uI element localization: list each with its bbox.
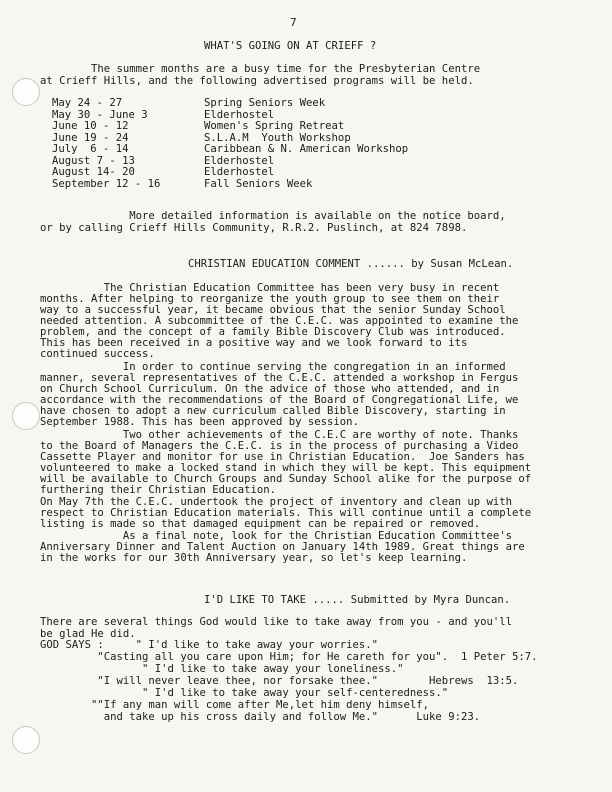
schedule-date: September 12 - 16 <box>52 177 161 190</box>
verse-line: "Casting all you care upon Him; for He careth for you". 1 Peter 5:7. <box>40 651 538 663</box>
body-line: accordance with the recommendations of the Board of Congregational Life, we <box>40 394 519 406</box>
verse-line: be glad He did. <box>40 628 136 640</box>
body-line: have chosen to adopt a new curriculum called Bible Discovery, starting in <box>40 405 506 417</box>
schedule-date: August 14- 20 <box>52 166 135 178</box>
schedule-event: Elderhostel <box>204 108 275 121</box>
section-title-id-like-to-take: I'D LIKE TO TAKE ..... Submitted by Myra Duncan. <box>204 594 511 606</box>
outro-line: More detailed information is available on the notice board, <box>40 210 506 222</box>
body-line: September 1988. This has been approved by session. <box>40 416 359 428</box>
body-line: In order to continue serving the congregation in an informed <box>40 361 506 373</box>
schedule-event: Elderhostel <box>204 166 275 178</box>
intro-line: at Crieff Hills, and the following advertised programs will be held. <box>40 75 474 87</box>
body-line: As a final note, look for the Christian Education Committee's <box>40 530 512 542</box>
schedule-date: June 19 - 24 <box>52 131 129 144</box>
verse-line: There are several things God would like to take away from you - and you'll <box>40 616 512 628</box>
section-title-crieff: WHAT'S GOING ON AT CRIEFF ? <box>204 40 377 52</box>
verse-line: " I'd like to take away your self-centeredness." <box>40 687 449 699</box>
schedule-event: Elderhostel <box>204 154 275 167</box>
verse-line: "I will never leave thee, nor forsake thee." Hebrews 13:5. <box>40 675 519 687</box>
body-line: furthering their Christian Education. <box>40 484 276 496</box>
body-line: Cassette Player and monitor for use in Christian Education. Joe Sanders has <box>40 451 525 463</box>
schedule-date: May 30 - June 3 <box>52 108 148 121</box>
body-line: to the Board of Managers the C.E.C. is in the process of purchasing a Video <box>40 440 519 452</box>
body-line: listing is made so that damaged equipment can be repaired or removed. <box>40 518 481 530</box>
body-line: will be available to Church Groups and Sunday School alike for the purpose of <box>40 473 532 485</box>
punch-hole <box>12 78 40 106</box>
schedule-event: Spring Seniors Week <box>204 97 326 109</box>
outro-line: or by calling Crieff Hills Community, R.R.2. Puslinch, at 824 7898. <box>40 222 468 234</box>
body-line: months. After helping to reorganize the youth group to see them on their <box>40 293 500 305</box>
page-number: 7 <box>290 16 297 29</box>
body-line: on Church School Curriculum. On the advice of those who attended, and in <box>40 383 500 395</box>
body-line: The Christian Education Committee has been very busy in recent <box>40 282 500 294</box>
schedule-date: July 6 - 14 <box>52 143 129 155</box>
body-line: manner, several representatives of the C.E.C. attended a workshop in Fergus <box>40 372 519 384</box>
schedule-event: Caribbean & N. American Workshop <box>204 143 409 155</box>
schedule-date: August 7 - 13 <box>52 154 135 167</box>
body-line: continued success. <box>40 348 155 360</box>
verse-line: GOD SAYS : " I'd like to take away your worries." <box>40 639 379 651</box>
schedule-event: Fall Seniors Week <box>204 177 313 190</box>
verse-line: and take up his cross daily and follow Me." Luke 9:23. <box>40 711 481 723</box>
body-line: Anniversary Dinner and Talent Auction on January 14th 1989. Great things are <box>40 541 525 553</box>
body-line: way to a successful year, it became obvious that the senior Sunday School <box>40 304 506 316</box>
schedule-date: June 10 - 12 <box>52 120 129 132</box>
schedule-date: May 24 - 27 <box>52 97 123 109</box>
body-line: respect to Christian Education materials. This will continue until a complete <box>40 507 532 519</box>
body-line: problem, and the concept of a family Bible Discovery Club was introduced. <box>40 326 506 338</box>
body-line: needed attention. A subcommittee of the C.E.C. was appointed to examine the <box>40 315 519 327</box>
body-line: volunteered to make a locked stand in which they will be kept. This equipment <box>40 462 532 474</box>
body-line: in the works for our 30th Anniversary year, so let's keep learning. <box>40 552 468 564</box>
verse-line: " I'd like to take away your loneliness." <box>40 663 404 675</box>
schedule-event: Women's Spring Retreat <box>204 120 345 132</box>
body-line: Two other achievements of the C.E.C are worthy of note. Thanks <box>40 429 519 441</box>
intro-line: The summer months are a busy time for the Presbyterian Centre <box>40 63 481 75</box>
body-line: On May 7th the C.E.C. undertook the project of inventory and clean up with <box>40 496 512 508</box>
verse-line: ""If any man will come after Me,let him deny himself, <box>40 699 430 711</box>
body-line: This has been received in a positive way and we look forward to its <box>40 337 468 349</box>
section-title-christian-education: CHRISTIAN EDUCATION COMMENT ...... by Susan McLean. <box>188 258 514 270</box>
punch-hole <box>12 402 40 430</box>
punch-hole <box>12 726 40 754</box>
schedule-event: S.L.A.M Youth Workshop <box>204 131 351 144</box>
